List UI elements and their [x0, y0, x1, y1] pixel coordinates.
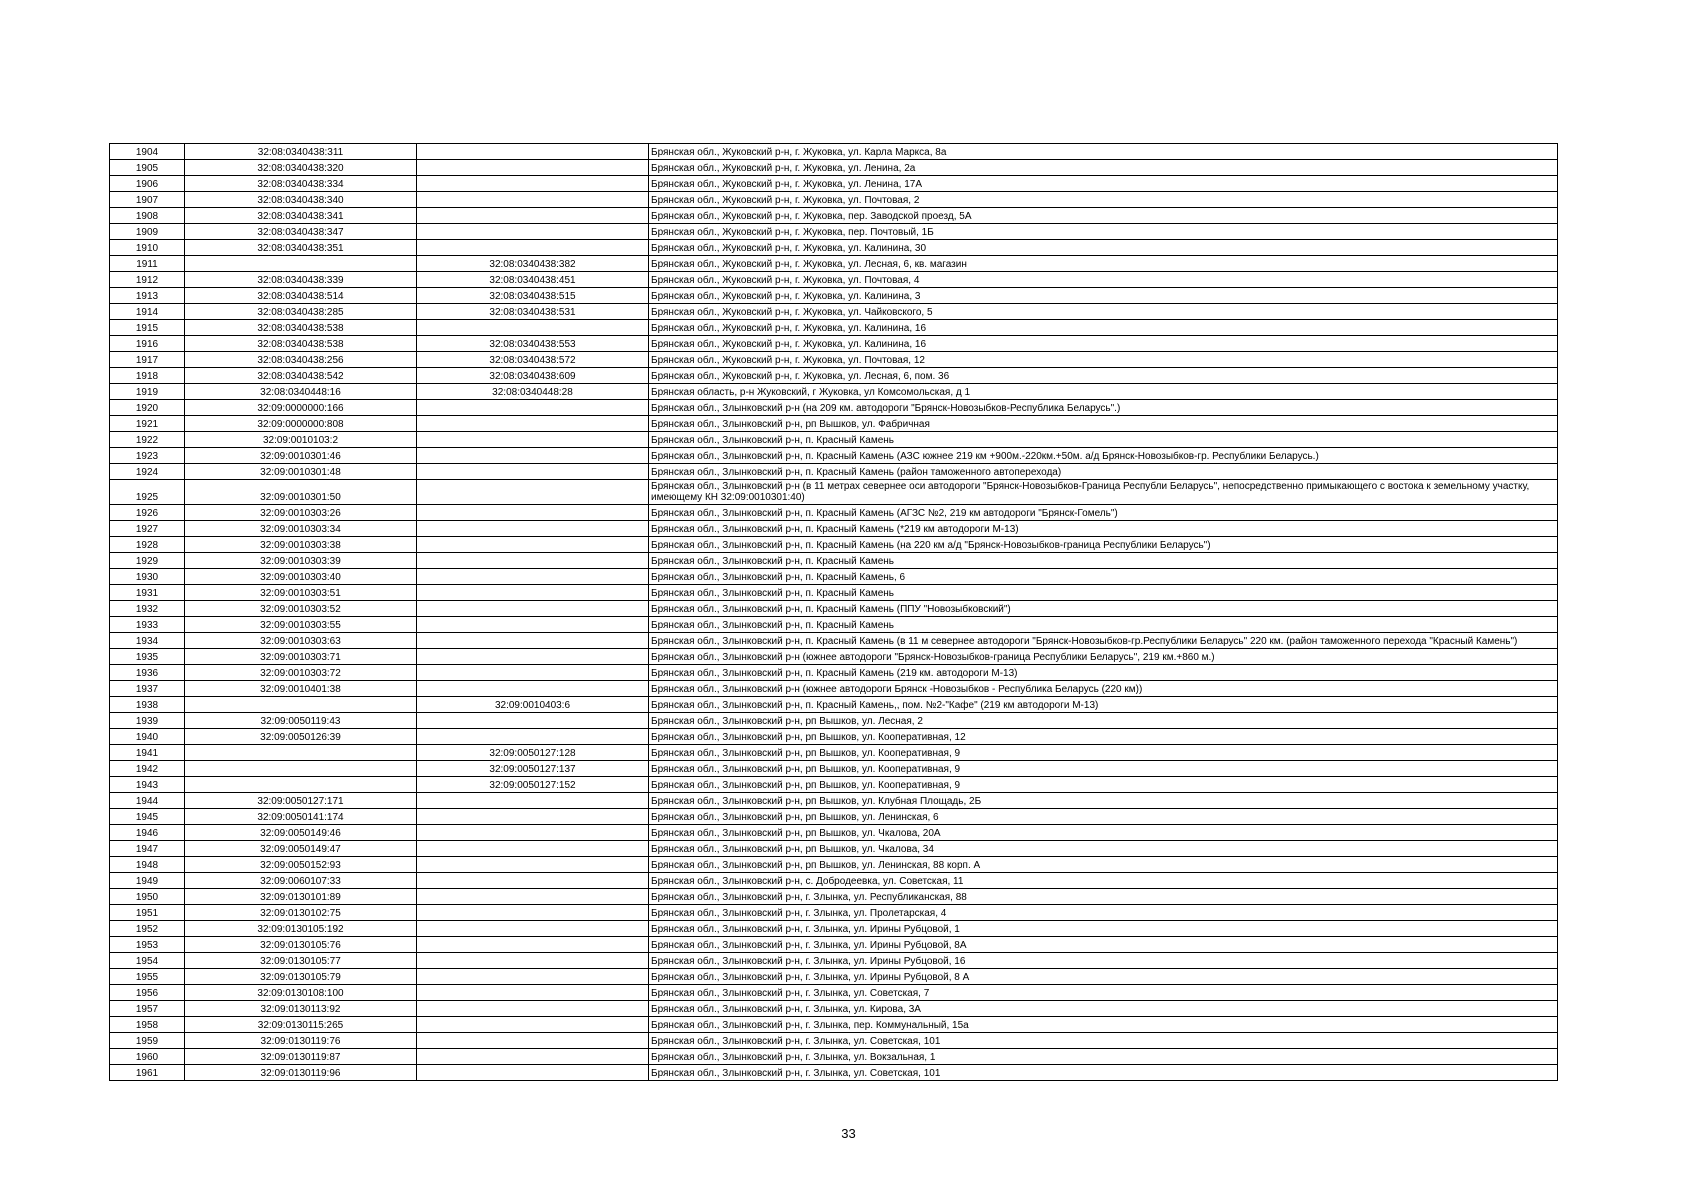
address-cell: Брянская обл., Жуковский р-н, г. Жуковка, ул. Почтовая, 4: [649, 272, 1558, 288]
table-row: [110, 272, 1558, 288]
table-row: [110, 537, 1558, 553]
related-cadastral-number-cell: [417, 400, 649, 416]
row-number-cell: 1913: [110, 288, 185, 304]
address-cell: Брянская обл., Злынковский р-н, г. Злынка, пер. Коммунальный, 15а: [649, 1017, 1558, 1033]
related-cadastral-number-cell: [417, 841, 649, 857]
cadastral-number-cell: 32:09:0010301:50: [185, 480, 417, 505]
related-cadastral-number-cell: [417, 505, 649, 521]
row-number-cell: 1921: [110, 416, 185, 432]
cadastral-number-cell: 32:09:0050119:43: [185, 713, 417, 729]
table-row: [110, 320, 1558, 336]
cadastral-number-cell: 32:08:0340438:256: [185, 352, 417, 368]
row-number-cell: 1950: [110, 889, 185, 905]
table-row: [110, 416, 1558, 432]
related-cadastral-number-cell: [417, 1065, 649, 1081]
related-cadastral-number-cell: [417, 160, 649, 176]
cadastral-number-cell: 32:09:0130119:76: [185, 1033, 417, 1049]
related-cadastral-number-cell: [417, 649, 649, 665]
table-row: [110, 921, 1558, 937]
row-number-cell: 1960: [110, 1049, 185, 1065]
cadastral-number-cell: 32:09:0010301:46: [185, 448, 417, 464]
row-number-cell: 1920: [110, 400, 185, 416]
cadastral-number-cell: 32:08:0340438:351: [185, 240, 417, 256]
related-cadastral-number-cell: [417, 537, 649, 553]
row-number-cell: 1932: [110, 601, 185, 617]
table-row: [110, 889, 1558, 905]
cadastral-number-cell: 32:09:0010303:63: [185, 633, 417, 649]
table-row: [110, 857, 1558, 873]
address-cell: Брянская обл., Злынковский р-н (южнее автодороги "Брянск-Новозыбков-граница Республики Беларусь", 219 км.+860 м.): [649, 649, 1558, 665]
related-cadastral-number-cell: 32:08:0340438:451: [417, 272, 649, 288]
related-cadastral-number-cell: [417, 1033, 649, 1049]
row-number-cell: 1939: [110, 713, 185, 729]
address-cell: Брянская обл., Злынковский р-н, п. Красный Камень: [649, 432, 1558, 448]
cadastral-number-cell: [185, 256, 417, 272]
row-number-cell: 1909: [110, 224, 185, 240]
row-number-cell: 1955: [110, 969, 185, 985]
cadastral-number-cell: 32:08:0340438:514: [185, 288, 417, 304]
table-row: [110, 464, 1558, 480]
cadastral-number-cell: 32:09:0010303:51: [185, 585, 417, 601]
address-cell: Брянская обл., Жуковский р-н, г. Жуковка, ул. Карла Маркса, 8а: [649, 144, 1558, 160]
related-cadastral-number-cell: 32:08:0340438:515: [417, 288, 649, 304]
cadastral-number-cell: 32:09:0000000:808: [185, 416, 417, 432]
address-cell: Брянская обл., Злынковский р-н, г. Злынка, ул. Ирины Рубцовой, 1: [649, 921, 1558, 937]
table-row: [110, 777, 1558, 793]
table-row: [110, 681, 1558, 697]
address-cell: Брянская обл., Злынковский р-н, п. Красный Камень (АГЗС №2, 219 км автодороги "Брянск-Гомель"): [649, 505, 1558, 521]
cadastral-number-cell: 32:09:0010301:48: [185, 464, 417, 480]
related-cadastral-number-cell: [417, 873, 649, 889]
cadastral-number-cell: 32:09:0010303:40: [185, 569, 417, 585]
address-cell: Брянская обл., Злынковский р-н, п. Красный Камень (ППУ "Новозыбковский"): [649, 601, 1558, 617]
related-cadastral-number-cell: [417, 432, 649, 448]
table-row: [110, 384, 1558, 400]
related-cadastral-number-cell: [417, 953, 649, 969]
row-number-cell: 1959: [110, 1033, 185, 1049]
table-row: [110, 953, 1558, 969]
related-cadastral-number-cell: [417, 889, 649, 905]
table-row: [110, 905, 1558, 921]
row-number-cell: 1923: [110, 448, 185, 464]
address-cell: Брянская обл., Злынковский р-н, п. Красный Камень (на 220 км а/д "Брянск-Новозыбков-граница Республики Беларусь"): [649, 537, 1558, 553]
row-number-cell: 1919: [110, 384, 185, 400]
address-cell: Брянская обл., Жуковский р-н, г. Жуковка, ул. Калинина, 3: [649, 288, 1558, 304]
address-cell: Брянская обл., Злынковский р-н, рп Вышков, ул. Клубная Площадь, 2Б: [649, 793, 1558, 809]
related-cadastral-number-cell: [417, 521, 649, 537]
row-number-cell: 1922: [110, 432, 185, 448]
cadastral-number-cell: 32:09:0010303:71: [185, 649, 417, 665]
row-number-cell: 1914: [110, 304, 185, 320]
row-number-cell: 1937: [110, 681, 185, 697]
cadastral-number-cell: 32:08:0340438:320: [185, 160, 417, 176]
row-number-cell: 1936: [110, 665, 185, 681]
table-row: [110, 1017, 1558, 1033]
table-row: [110, 793, 1558, 809]
row-number-cell: 1918: [110, 368, 185, 384]
related-cadastral-number-cell: [417, 969, 649, 985]
related-cadastral-number-cell: 32:09:0010403:6: [417, 697, 649, 713]
cadastral-number-cell: 32:08:0340438:311: [185, 144, 417, 160]
related-cadastral-number-cell: [417, 681, 649, 697]
cadastral-number-cell: 32:09:0010303:52: [185, 601, 417, 617]
related-cadastral-number-cell: [417, 569, 649, 585]
table-row: [110, 1001, 1558, 1017]
cadastral-number-cell: 32:09:0130108:100: [185, 985, 417, 1001]
related-cadastral-number-cell: [417, 713, 649, 729]
row-number-cell: 1915: [110, 320, 185, 336]
row-number-cell: 1949: [110, 873, 185, 889]
row-number-cell: 1944: [110, 793, 185, 809]
address-cell: Брянская обл., Злынковский р-н, п. Красный Камень (в 11 м севернее автодороги "Брянск-Новозыбков-гр.Республики Беларусь" 220 км. (район таможенного перехода "Красный Камень"): [649, 633, 1558, 649]
address-cell: Брянская обл., Жуковский р-н, г. Жуковка, ул. Калинина, 16: [649, 320, 1558, 336]
related-cadastral-number-cell: [417, 857, 649, 873]
table-row: [110, 969, 1558, 985]
address-cell: Брянская обл., Злынковский р-н, г. Злынка, ул. Вокзальная, 1: [649, 1049, 1558, 1065]
row-number-cell: 1912: [110, 272, 185, 288]
cadastral-number-cell: 32:09:0130105:192: [185, 921, 417, 937]
related-cadastral-number-cell: 32:09:0050127:152: [417, 777, 649, 793]
cadastral-number-cell: 32:08:0340448:16: [185, 384, 417, 400]
cadastral-number-cell: 32:09:0130113:92: [185, 1001, 417, 1017]
row-number-cell: 1953: [110, 937, 185, 953]
table-row: [110, 256, 1558, 272]
table-row: [110, 208, 1558, 224]
address-cell: Брянская обл., Жуковский р-н, г. Жуковка, ул. Почтовая, 12: [649, 352, 1558, 368]
address-cell: Брянская обл., Жуковский р-н, г. Жуковка, ул. Калинина, 16: [649, 336, 1558, 352]
row-number-cell: 1948: [110, 857, 185, 873]
row-number-cell: 1908: [110, 208, 185, 224]
table-row: [110, 809, 1558, 825]
table-row: [110, 601, 1558, 617]
table-row: [110, 1065, 1558, 1081]
cadastral-number-cell: 32:09:0060107:33: [185, 873, 417, 889]
related-cadastral-number-cell: 32:08:0340448:28: [417, 384, 649, 400]
table-row: [110, 729, 1558, 745]
row-number-cell: 1946: [110, 825, 185, 841]
row-number-cell: 1924: [110, 464, 185, 480]
row-number-cell: 1954: [110, 953, 185, 969]
address-cell: Брянская обл., Злынковский р-н, рп Вышков, ул. Ленинская, 6: [649, 809, 1558, 825]
table-row: [110, 745, 1558, 761]
related-cadastral-number-cell: 32:09:0050127:137: [417, 761, 649, 777]
cadastral-number-cell: 32:08:0340438:538: [185, 320, 417, 336]
address-cell: Брянская обл., Злынковский р-н, п. Красный Камень (район таможенного автоперехода): [649, 464, 1558, 480]
address-cell: Брянская обл., Злынковский р-н, г. Злынка, ул. Ирины Рубцовой, 16: [649, 953, 1558, 969]
table-row: [110, 480, 1558, 505]
row-number-cell: 1910: [110, 240, 185, 256]
related-cadastral-number-cell: [417, 240, 649, 256]
related-cadastral-number-cell: [417, 448, 649, 464]
table-row: [110, 336, 1558, 352]
table-row: [110, 400, 1558, 416]
row-number-cell: 1956: [110, 985, 185, 1001]
cadastral-number-cell: 32:09:0050149:47: [185, 841, 417, 857]
address-cell: Брянская обл., Злынковский р-н, п. Красный Камень, 6: [649, 569, 1558, 585]
cadastral-number-cell: 32:09:0130119:87: [185, 1049, 417, 1065]
related-cadastral-number-cell: [417, 633, 649, 649]
table-row: [110, 985, 1558, 1001]
table-row: [110, 192, 1558, 208]
address-cell: Брянская обл., Злынковский р-н, п. Красный Камень: [649, 585, 1558, 601]
row-number-cell: 1929: [110, 553, 185, 569]
table-row: [110, 505, 1558, 521]
table-row: [110, 617, 1558, 633]
address-cell: Брянская обл., Злынковский р-н, г. Злынка, ул. Кирова, 3А: [649, 1001, 1558, 1017]
related-cadastral-number-cell: [417, 937, 649, 953]
row-number-cell: 1958: [110, 1017, 185, 1033]
table-row: [110, 761, 1558, 777]
related-cadastral-number-cell: [417, 809, 649, 825]
table-row: [110, 697, 1558, 713]
table-row: [110, 1049, 1558, 1065]
table-row: [110, 304, 1558, 320]
cadastral-number-cell: 32:08:0340438:538: [185, 336, 417, 352]
row-number-cell: 1941: [110, 745, 185, 761]
address-cell: Брянская область, р-н Жуковский, г Жуковка, ул Комсомольская, д 1: [649, 384, 1558, 400]
related-cadastral-number-cell: [417, 320, 649, 336]
related-cadastral-number-cell: [417, 793, 649, 809]
cadastral-number-cell: 32:09:0010303:72: [185, 665, 417, 681]
table-row: [110, 1033, 1558, 1049]
address-cell: Брянская обл., Злынковский р-н, г. Злынка, ул. Советская, 7: [649, 985, 1558, 1001]
cadastral-number-cell: 32:09:0010303:39: [185, 553, 417, 569]
row-number-cell: 1931: [110, 585, 185, 601]
address-cell: Брянская обл., Жуковский р-н, г. Жуковка, ул. Лесная, 6, кв. магазин: [649, 256, 1558, 272]
cadastral-number-cell: 32:09:0130105:77: [185, 953, 417, 969]
cadastral-number-cell: 32:08:0340438:334: [185, 176, 417, 192]
table-row: [110, 649, 1558, 665]
related-cadastral-number-cell: 32:08:0340438:609: [417, 368, 649, 384]
cadastral-number-cell: 32:09:0050152:93: [185, 857, 417, 873]
related-cadastral-number-cell: [417, 480, 649, 505]
row-number-cell: 1957: [110, 1001, 185, 1017]
row-number-cell: 1916: [110, 336, 185, 352]
table-row: [110, 825, 1558, 841]
related-cadastral-number-cell: [417, 1049, 649, 1065]
related-cadastral-number-cell: [417, 665, 649, 681]
row-number-cell: 1906: [110, 176, 185, 192]
related-cadastral-number-cell: [417, 1017, 649, 1033]
row-number-cell: 1947: [110, 841, 185, 857]
related-cadastral-number-cell: [417, 617, 649, 633]
address-cell: Брянская обл., Злынковский р-н, г. Злынка, ул. Советская, 101: [649, 1033, 1558, 1049]
related-cadastral-number-cell: [417, 208, 649, 224]
table-row: [110, 448, 1558, 464]
cadastral-number-cell: 32:09:0130102:75: [185, 905, 417, 921]
cadastral-number-cell: 32:09:0130115:265: [185, 1017, 417, 1033]
address-cell: Брянская обл., Злынковский р-н, рп Вышков, ул. Чкалова, 34: [649, 841, 1558, 857]
registry-table: [109, 143, 1558, 1081]
address-cell: Брянская обл., Злынковский р-н, г. Злынка, ул. Республиканская, 88: [649, 889, 1558, 905]
address-cell: Брянская обл., Злынковский р-н, рп Вышков, ул. Лесная, 2: [649, 713, 1558, 729]
table-row: [110, 873, 1558, 889]
address-cell: Брянская обл., Жуковский р-н, г. Жуковка, ул. Ленина, 2а: [649, 160, 1558, 176]
related-cadastral-number-cell: 32:08:0340438:531: [417, 304, 649, 320]
cadastral-number-cell: 32:09:0050149:46: [185, 825, 417, 841]
table-row: [110, 713, 1558, 729]
cadastral-number-cell: 32:09:0050126:39: [185, 729, 417, 745]
address-cell: Брянская обл., Жуковский р-н, г. Жуковка, ул. Калинина, 30: [649, 240, 1558, 256]
cadastral-number-cell: [185, 745, 417, 761]
table-row: [110, 368, 1558, 384]
related-cadastral-number-cell: [417, 553, 649, 569]
row-number-cell: 1935: [110, 649, 185, 665]
cadastral-number-cell: 32:09:0010103:2: [185, 432, 417, 448]
cadastral-number-cell: 32:09:0050127:171: [185, 793, 417, 809]
address-cell: Брянская обл., Злынковский р-н, с. Добродеевка, ул. Советская, 11: [649, 873, 1558, 889]
row-number-cell: 1928: [110, 537, 185, 553]
related-cadastral-number-cell: [417, 985, 649, 1001]
cadastral-number-cell: 32:08:0340438:340: [185, 192, 417, 208]
row-number-cell: 1907: [110, 192, 185, 208]
row-number-cell: 1911: [110, 256, 185, 272]
address-cell: Брянская обл., Злынковский р-н, п. Красный Камень: [649, 617, 1558, 633]
address-cell: Брянская обл., Злынковский р-н (южнее автодороги Брянск -Новозыбков - Республика Беларусь (220 км)): [649, 681, 1558, 697]
cadastral-number-cell: [185, 761, 417, 777]
address-cell: Брянская обл., Злынковский р-н (на 209 км. автодороги "Брянск-Новозыбков-Республика Беларусь".): [649, 400, 1558, 416]
row-number-cell: 1930: [110, 569, 185, 585]
row-number-cell: 1952: [110, 921, 185, 937]
table-row: [110, 585, 1558, 601]
related-cadastral-number-cell: [417, 729, 649, 745]
related-cadastral-number-cell: [417, 224, 649, 240]
related-cadastral-number-cell: 32:09:0050127:128: [417, 745, 649, 761]
cadastral-number-cell: 32:08:0340438:341: [185, 208, 417, 224]
address-cell: Брянская обл., Жуковский р-н, г. Жуковка, ул. Чайковского, 5: [649, 304, 1558, 320]
row-number-cell: 1927: [110, 521, 185, 537]
cadastral-number-cell: 32:09:0130101:89: [185, 889, 417, 905]
address-cell: Брянская обл., Злынковский р-н, п. Красный Камень (219 км. автодороги М-13): [649, 665, 1558, 681]
row-number-cell: 1933: [110, 617, 185, 633]
cadastral-number-cell: 32:08:0340438:542: [185, 368, 417, 384]
related-cadastral-number-cell: [417, 601, 649, 617]
address-cell: Брянская обл., Злынковский р-н (в 11 метрах севернее оси автодороги "Брянск-Новозыбков-Граница Республи Беларусь", непосредственно примыкающего с востока к земельному участку, имеющему КН 32:09:0010301:40): [649, 480, 1558, 505]
cadastral-number-cell: 32:08:0340438:347: [185, 224, 417, 240]
row-number-cell: 1917: [110, 352, 185, 368]
table-row: [110, 521, 1558, 537]
address-cell: Брянская обл., Злынковский р-н, г. Злынка, ул. Ирины Рубцовой, 8 А: [649, 969, 1558, 985]
page-number: 33: [841, 1126, 856, 1141]
address-cell: Брянская обл., Жуковский р-н, г. Жуковка, пер. Почтовый, 1Б: [649, 224, 1558, 240]
row-number-cell: 1926: [110, 505, 185, 521]
related-cadastral-number-cell: [417, 825, 649, 841]
table-row: [110, 176, 1558, 192]
related-cadastral-number-cell: [417, 585, 649, 601]
row-number-cell: 1934: [110, 633, 185, 649]
related-cadastral-number-cell: 32:08:0340438:572: [417, 352, 649, 368]
row-number-cell: 1951: [110, 905, 185, 921]
address-cell: Брянская обл., Злынковский р-н, рп Вышков, ул. Чкалова, 20А: [649, 825, 1558, 841]
cadastral-number-cell: 32:09:0010303:38: [185, 537, 417, 553]
row-number-cell: 1938: [110, 697, 185, 713]
address-cell: Брянская обл., Жуковский р-н, г. Жуковка, ул. Лесная, 6, пом. 36: [649, 368, 1558, 384]
row-number-cell: 1942: [110, 761, 185, 777]
related-cadastral-number-cell: 32:08:0340438:553: [417, 336, 649, 352]
cadastral-number-cell: 32:09:0000000:166: [185, 400, 417, 416]
row-number-cell: 1961: [110, 1065, 185, 1081]
address-cell: Брянская обл., Злынковский р-н, г. Злынка, ул. Пролетарская, 4: [649, 905, 1558, 921]
address-cell: Брянская обл., Злынковский р-н, рп Вышков, ул. Кооперативная, 9: [649, 745, 1558, 761]
table-row: [110, 633, 1558, 649]
address-cell: Брянская обл., Злынковский р-н, г. Злынка, ул. Советская, 101: [649, 1065, 1558, 1081]
row-number-cell: 1940: [110, 729, 185, 745]
address-cell: Брянская обл., Жуковский р-н, г. Жуковка, пер. Заводской проезд, 5А: [649, 208, 1558, 224]
row-number-cell: 1925: [110, 480, 185, 505]
address-cell: Брянская обл., Злынковский р-н, рп Вышков, ул. Кооперативная, 9: [649, 777, 1558, 793]
table-row: [110, 224, 1558, 240]
table-row: [110, 352, 1558, 368]
registry-table-body: [110, 144, 1558, 1081]
related-cadastral-number-cell: 32:08:0340438:382: [417, 256, 649, 272]
related-cadastral-number-cell: [417, 416, 649, 432]
cadastral-number-cell: 32:09:0010303:26: [185, 505, 417, 521]
table-row: [110, 937, 1558, 953]
cadastral-number-cell: [185, 697, 417, 713]
table-row: [110, 841, 1558, 857]
address-cell: Брянская обл., Жуковский р-н, г. Жуковка, ул. Ленина, 17А: [649, 176, 1558, 192]
address-cell: Брянская обл., Злынковский р-н, п. Красный Камень,, пом. №2-"Кафе" (219 км автодороги М-13): [649, 697, 1558, 713]
address-cell: Брянская обл., Злынковский р-н, п. Красный Камень (АЗС южнее 219 км +900м.-220км.+50м. а/д Брянск-Новозыбков-гр. Республики Беларусь.): [649, 448, 1558, 464]
address-cell: Брянская обл., Злынковский р-н, п. Красный Камень: [649, 553, 1558, 569]
address-cell: Брянская обл., Злынковский р-н, п. Красный Камень (*219 км автодороги М-13): [649, 521, 1558, 537]
table-row: [110, 665, 1558, 681]
cadastral-number-cell: [185, 777, 417, 793]
address-cell: Брянская обл., Жуковский р-н, г. Жуковка, ул. Почтовая, 2: [649, 192, 1558, 208]
cadastral-number-cell: 32:09:0050141:174: [185, 809, 417, 825]
row-number-cell: 1904: [110, 144, 185, 160]
related-cadastral-number-cell: [417, 144, 649, 160]
address-cell: Брянская обл., Злынковский р-н, рп Вышков, ул. Ленинская, 88 корп. А: [649, 857, 1558, 873]
row-number-cell: 1905: [110, 160, 185, 176]
cadastral-number-cell: 32:09:0010303:34: [185, 521, 417, 537]
cadastral-number-cell: 32:09:0130105:79: [185, 969, 417, 985]
cadastral-number-cell: 32:08:0340438:339: [185, 272, 417, 288]
address-cell: Брянская обл., Злынковский р-н, рп Вышков, ул. Кооперативная, 12: [649, 729, 1558, 745]
related-cadastral-number-cell: [417, 192, 649, 208]
related-cadastral-number-cell: [417, 176, 649, 192]
address-cell: Брянская обл., Злынковский р-н, рп Вышков, ул. Фабричная: [649, 416, 1558, 432]
row-number-cell: 1943: [110, 777, 185, 793]
table-row: [110, 240, 1558, 256]
address-cell: Брянская обл., Злынковский р-н, г. Злынка, ул. Ирины Рубцовой, 8А: [649, 937, 1558, 953]
cadastral-number-cell: 32:09:0010303:55: [185, 617, 417, 633]
table-row: [110, 432, 1558, 448]
table-row: [110, 569, 1558, 585]
related-cadastral-number-cell: [417, 464, 649, 480]
cadastral-number-cell: 32:08:0340438:285: [185, 304, 417, 320]
related-cadastral-number-cell: [417, 905, 649, 921]
cadastral-number-cell: 32:09:0130105:76: [185, 937, 417, 953]
related-cadastral-number-cell: [417, 1001, 649, 1017]
related-cadastral-number-cell: [417, 921, 649, 937]
cadastral-number-cell: 32:09:0130119:96: [185, 1065, 417, 1081]
table-row: [110, 288, 1558, 304]
table-row: [110, 144, 1558, 160]
address-cell: Брянская обл., Злынковский р-н, рп Вышков, ул. Кооперативная, 9: [649, 761, 1558, 777]
cadastral-number-cell: 32:09:0010401:38: [185, 681, 417, 697]
table-row: [110, 160, 1558, 176]
row-number-cell: 1945: [110, 809, 185, 825]
table-row: [110, 553, 1558, 569]
